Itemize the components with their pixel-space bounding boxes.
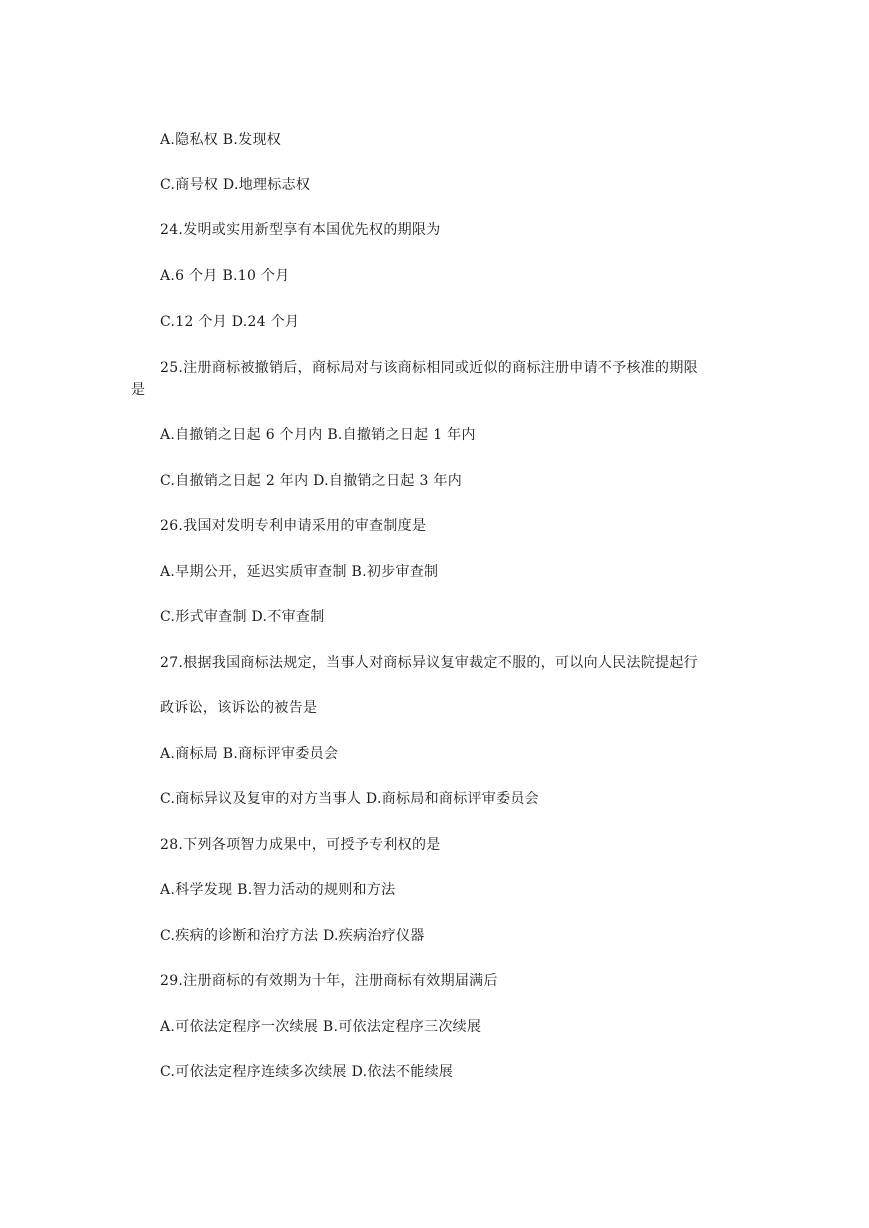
q27-stem: 27.根据我国商标法规定，当事人对商标异议复审裁定不服的，可以向人民法院提起行 xyxy=(160,655,698,671)
q23-options-ab: A.隐私权 B.发现权 xyxy=(160,132,282,148)
q26-options-cd: C.形式审查制 D.不审查制 xyxy=(160,609,325,625)
q29-stem: 29.注册商标的有效期为十年，注册商标有效期届满后 xyxy=(160,973,498,989)
q24-options-cd: C.12 个月 D.24 个月 xyxy=(160,314,300,330)
q26-stem: 26.我国对发明专利申请采用的审查制度是 xyxy=(160,518,427,534)
q26-options-ab: A.早期公开，延迟实质审查制 B.初步审查制 xyxy=(160,564,439,580)
q24-options-ab: A.6 个月 B.10 个月 xyxy=(160,268,290,284)
q28-options-ab: A.科学发现 B.智力活动的规则和方法 xyxy=(160,882,396,898)
q23-options-cd: C.商号权 D.地理标志权 xyxy=(160,177,311,193)
q28-stem: 28.下列各项智力成果中，可授予专利权的是 xyxy=(160,837,441,853)
q28-options-cd: C.疾病的诊断和治疗方法 D.疾病治疗仪器 xyxy=(160,928,425,944)
q29-options-cd: C.可依法定程序连续多次续展 D.依法不能续展 xyxy=(160,1064,454,1080)
q27-stem-continued: 政诉讼，该诉讼的被告是 xyxy=(160,700,318,716)
q29-options-ab: A.可依法定程序一次续展 B.可依法定程序三次续展 xyxy=(160,1019,482,1035)
q27-options-cd: C.商标异议及复审的对方当事人 D.商标局和商标评审委员会 xyxy=(160,791,539,807)
q25-options-cd: C.自撤销之日起 2 年内 D.自撤销之日起 3 年内 xyxy=(160,473,463,489)
q25-stem: 25.注册商标被撤销后，商标局对与该商标相同或近似的商标注册申请不予核准的期限 xyxy=(160,360,698,376)
q24-stem: 24.发明或实用新型享有本国优先权的期限为 xyxy=(160,222,441,238)
q25-stem-wrap: 是 xyxy=(131,382,146,398)
q25-options-ab: A.自撤销之日起 6 个月内 B.自撤销之日起 1 年内 xyxy=(160,427,476,443)
q27-options-ab: A.商标局 B.商标评审委员会 xyxy=(160,746,339,762)
